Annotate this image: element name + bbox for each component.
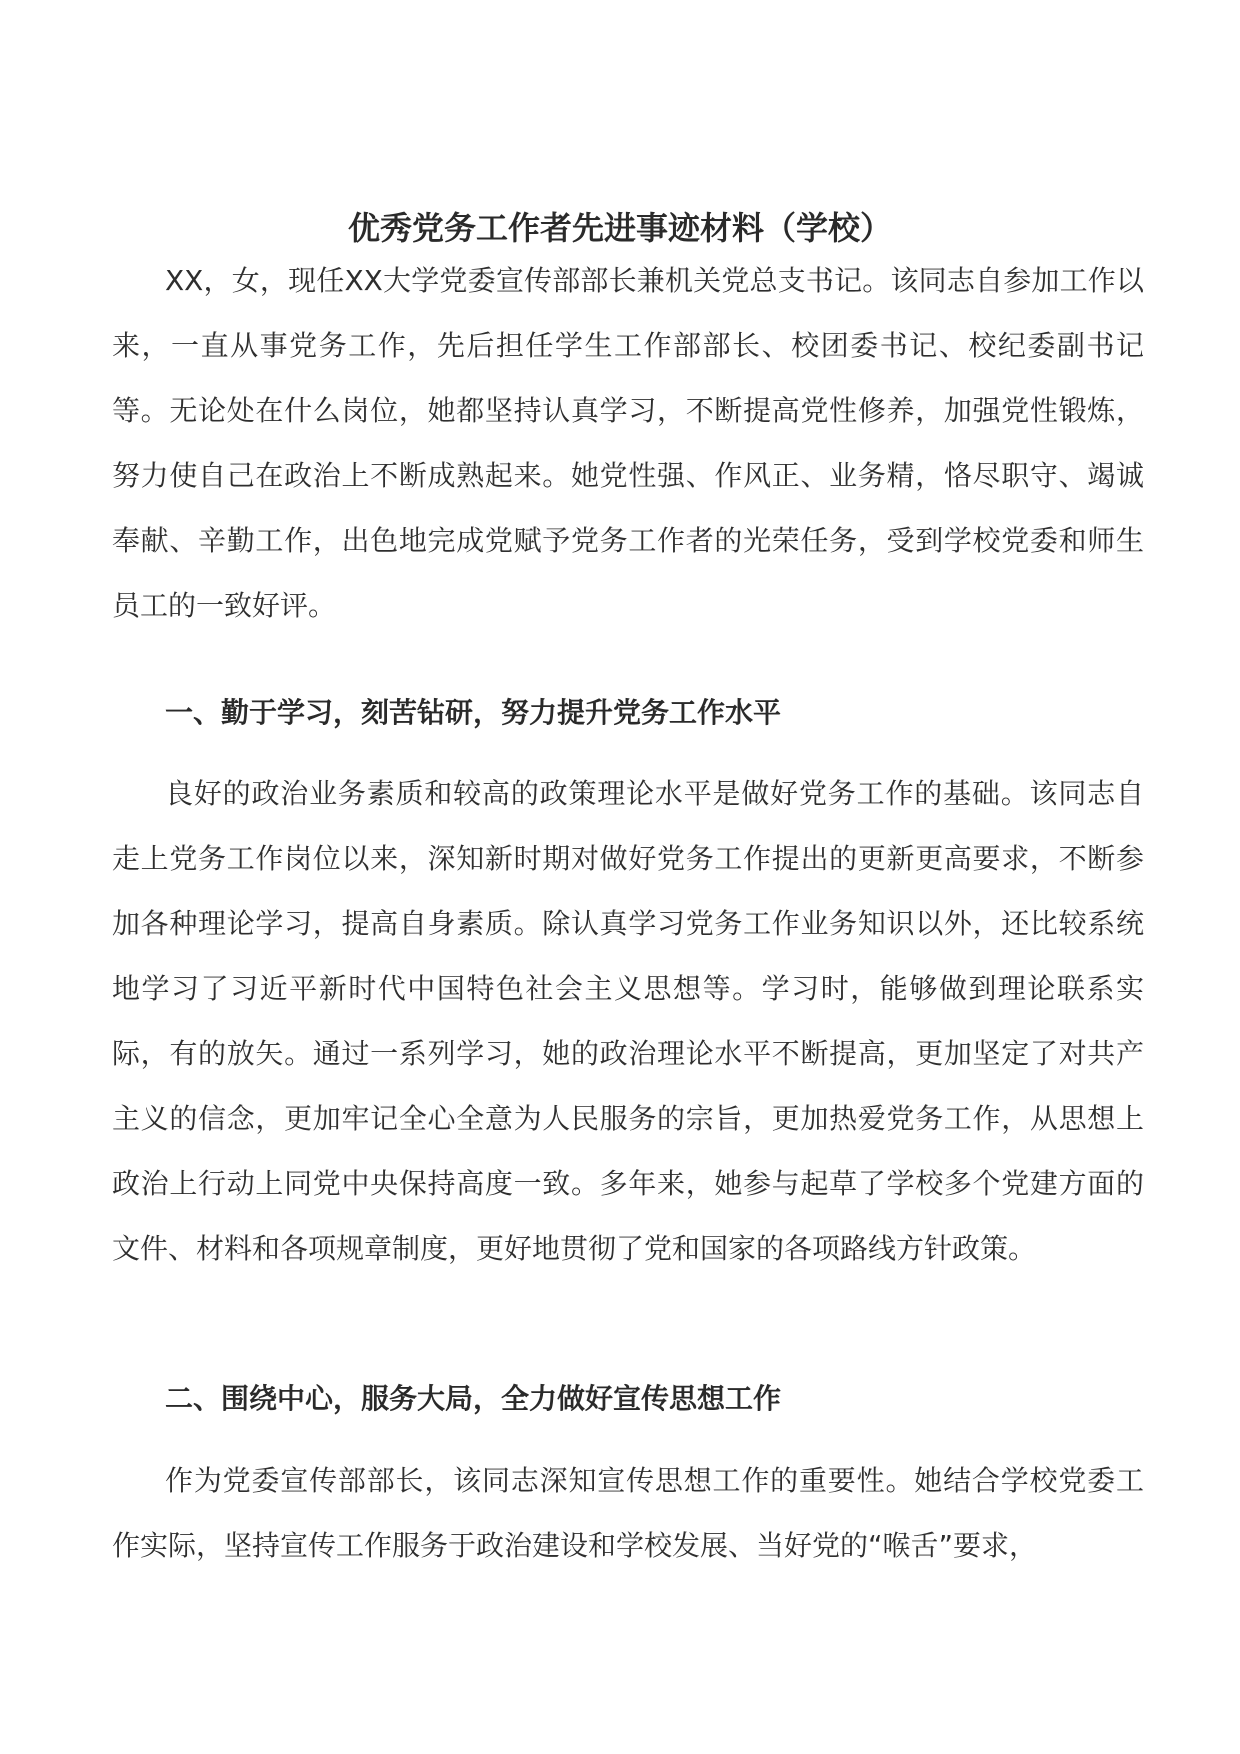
section-2-paragraph: 作为党委宣传部部长，该同志深知宣传思想工作的重要性。她结合学校党委工作实际，坚持宣传工作服务于政治建设和学校发展、当好党的“喉舌”要求， <box>112 1464 1144 1562</box>
intro-paragraph: XX，女，现任XX大学党委宣传部部长兼机关党总支书记。该同志自参加工作以来，一直从事党务工作，先后担任学生工作部部长、校团委书记、校纪委副书记等。无论处在什么岗位，她都坚持认真学习，不断提高党性修养，加强党性锻炼，努力使自己在政治上不断成熟起来。她党性强、作风正、业务精，恪尽职守、竭诚奉献、辛勤工作，出色地完成党赋予党务工作者的光荣任务，受到学校党委和师生员工的一致好评。 <box>112 264 1144 622</box>
section-1-heading: 一、勤于学习，刻苦钻研，努力提升党务工作水平 <box>165 696 782 729</box>
section-1-paragraph: 良好的政治业务素质和较高的政策理论水平是做好党务工作的基础。该同志自走上党务工作岗位以来，深知新时期对做好党务工作提出的更新更高要求，不断参加各种理论学习，提高自身素质。除认真学习党务工作业务知识以外，还比较系统地学习了习近平新时代中国特色社会主义思想等。学习时，能够做到理论联系实际，有的放矢。通过一系列学习，她的政治理论水平不断提高，更加坚定了对共产主义的信念，更加牢记全心全意为人民服务的宗旨，更加热爱党务工作，从思想上政治上行动上同党中央保持高度一致。多年来，她参与起草了学校多个党建方面的文件、材料和各项规章制度，更好地贯彻了党和国家的各项路线方针政策。 <box>112 777 1144 1265</box>
section-2-heading: 二、围绕中心，服务大局，全力做好宣传思想工作 <box>165 1382 782 1415</box>
document-title: 优秀党务工作者先进事迹材料（学校） <box>347 209 892 247</box>
